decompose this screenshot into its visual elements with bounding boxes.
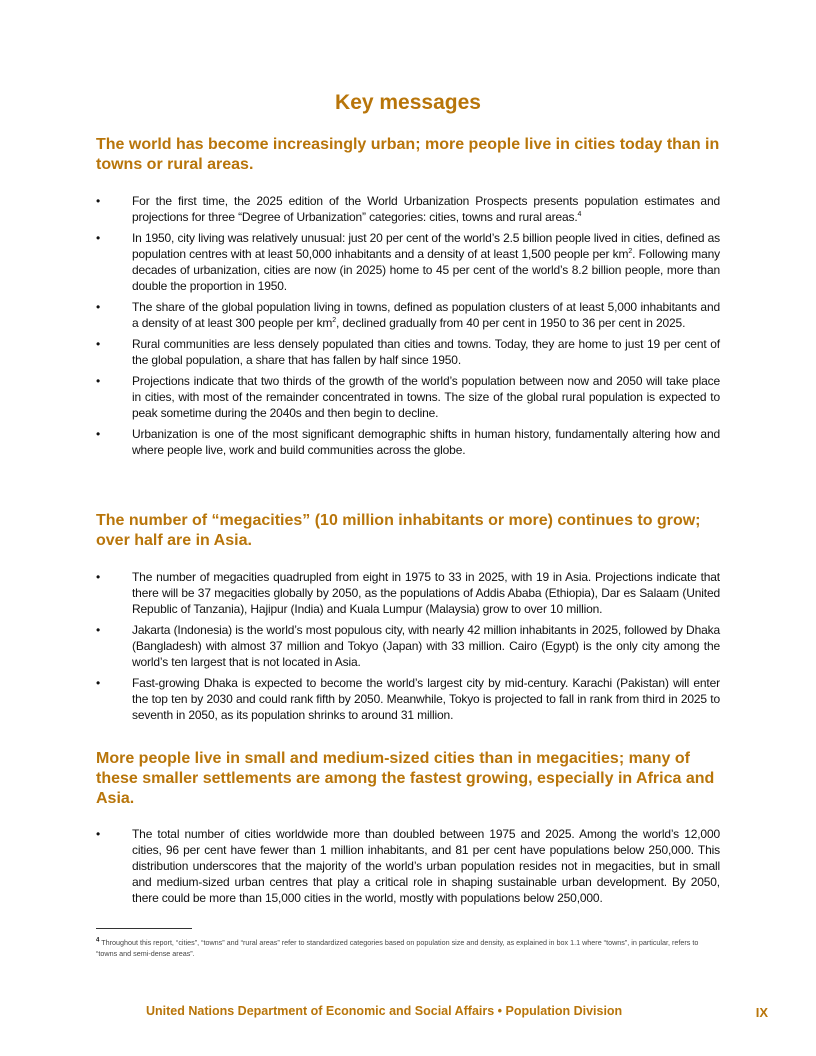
list-item (96, 299, 720, 331)
bullet-icon: • (96, 570, 101, 584)
page-number: IX (755, 1005, 768, 1020)
bullet-icon: • (96, 337, 101, 351)
bullet-text: Projections indicate that two thirds of the growth of the world’s population between now and 2050 will take place in cities, with most of the remainder concentrated in towns. The size of the global rural population is expected to peak sometime during the 2040s and then begin to decline. (132, 374, 720, 420)
bullet-icon: • (96, 374, 101, 388)
section-heading-2: The number of “megacities” (10 million inhabitants or more) continues to grow; over half are in Asia. (96, 512, 701, 549)
list-item (96, 230, 720, 294)
bullet-icon: • (96, 676, 101, 690)
bullet-text: For the first time, the 2025 edition of the World Urbanization Prospects presents population estimates and projections for three “Degree of Urbanization” categories: cities, towns and rural areas. (132, 194, 720, 224)
bullet-text: Fast-growing Dhaka is expected to become the world’s largest city by mid-century. Karachi (Pakistan) will enter the top ten by 2030 and could rank fifth by 2050. Meanwhile, Tokyo is projected to fall in rank from third in 2025 to seventh in 2050, as its population shrinks to around 31 million. (132, 676, 720, 722)
bullet-list-3 (96, 826, 720, 911)
footnote (96, 937, 706, 959)
bullet-icon: • (96, 231, 101, 245)
superscript: 2 (628, 248, 633, 255)
bullet-text: In 1950, city living was relatively unusual: just 20 per cent of the world’s 2.5 billion people lived in cities, defined as population centres with at least 50,000 inhabitants and a density of at least 1,500 people per km (132, 231, 720, 261)
list-item (96, 336, 720, 368)
bullet-text: The share of the global population living in towns, defined as population clusters of at least 5,000 inhabitants and a density of at least 300 people per km (132, 300, 720, 330)
bullet-text: The total number of cities worldwide more than doubled between 1975 and 2025. Among the world’s 12,000 cities, 96 per cent have fewer than 1 million inhabitants, and 81 per cent have populations below 250,000. This distribution underscores that the majority of the world’s urban population resides not in megacities, but in small and medium-sized urban centres that play a critical role in shaping sustainable urban development. By 2050, there could be more than 15,000 cities in the world, mostly with populations below 250,000. (132, 827, 720, 905)
section-heading-1: The world has become increasingly urban; more people live in cities today than in towns or rural areas. (96, 136, 720, 173)
list-item (96, 569, 720, 617)
bullet-text: The number of megacities quadrupled from eight in 1975 to 33 in 2025, with 19 in Asia. Projections indicate that there will be 37 megacities globally by 2050, as the populations of Addis Ababa (Ethiopia), Dar es Salaam (United Republic of Tanzania), Hajipur (India) and Kuala Lumpur (Malaysia) grow to over 10 million. (132, 570, 720, 616)
list-item (96, 826, 720, 906)
bullet-text: Jakarta (Indonesia) is the world’s most populous city, with nearly 42 million inhabitants in 2025, followed by Dhaka (Bangladesh) with almost 37 million and Tokyo (Japan) with 33 million. Cairo (Egypt) is the only city among the world’s ten largest that is not located in Asia. (132, 623, 720, 669)
footnote-text: Throughout this report, “cities”, “towns” and “rural areas” refer to standardized categories based on population size and density, as explained in box 1.1 where “towns”, in particular, refers to “towns and semi-dense areas”. (96, 938, 699, 958)
list-item (96, 675, 720, 723)
bullet-text: Urbanization is one of the most significant demographic shifts in human history, fundamentally altering how and where people live, work and build communities across the globe. (132, 427, 720, 457)
bullet-text-cont: . Following many decades of urbanization, cities are now (in 2025) home to 45 per cent of the world’s 8.2 billion people, more than double the proportion in 1950. (132, 247, 720, 293)
footnote-ref: 4 (577, 211, 582, 218)
superscript: 2 (332, 317, 337, 324)
bullet-text: Rural communities are less densely populated than cities and towns. Today, they are home to just 19 per cent of the global population, a share that has fallen by half since 1950. (132, 337, 720, 367)
footnote-divider (96, 928, 192, 929)
footer-publisher: United Nations Department of Economic and Social Affairs • Population Division (146, 1004, 623, 1018)
footnote-number: 4 (96, 937, 100, 944)
page-title: Key messages (335, 91, 481, 114)
bullet-text-cont: , declined gradually from 40 per cent in 1950 to 36 per cent in 2025. (336, 316, 686, 330)
section-heading-3: More people live in small and medium-sized cities than in megacities; many of these smaller settlements are among the fastest growing, especially in Africa and Asia. (96, 750, 715, 807)
bullet-icon: • (96, 194, 101, 208)
bullet-list-1 (96, 193, 720, 463)
bullet-icon: • (96, 623, 101, 637)
list-item (96, 426, 720, 458)
list-item (96, 622, 720, 670)
bullet-icon: • (96, 427, 101, 441)
list-item (96, 193, 720, 225)
bullet-icon: • (96, 300, 101, 314)
bullet-list-2 (96, 569, 720, 728)
bullet-icon: • (96, 827, 101, 841)
list-item (96, 373, 720, 421)
